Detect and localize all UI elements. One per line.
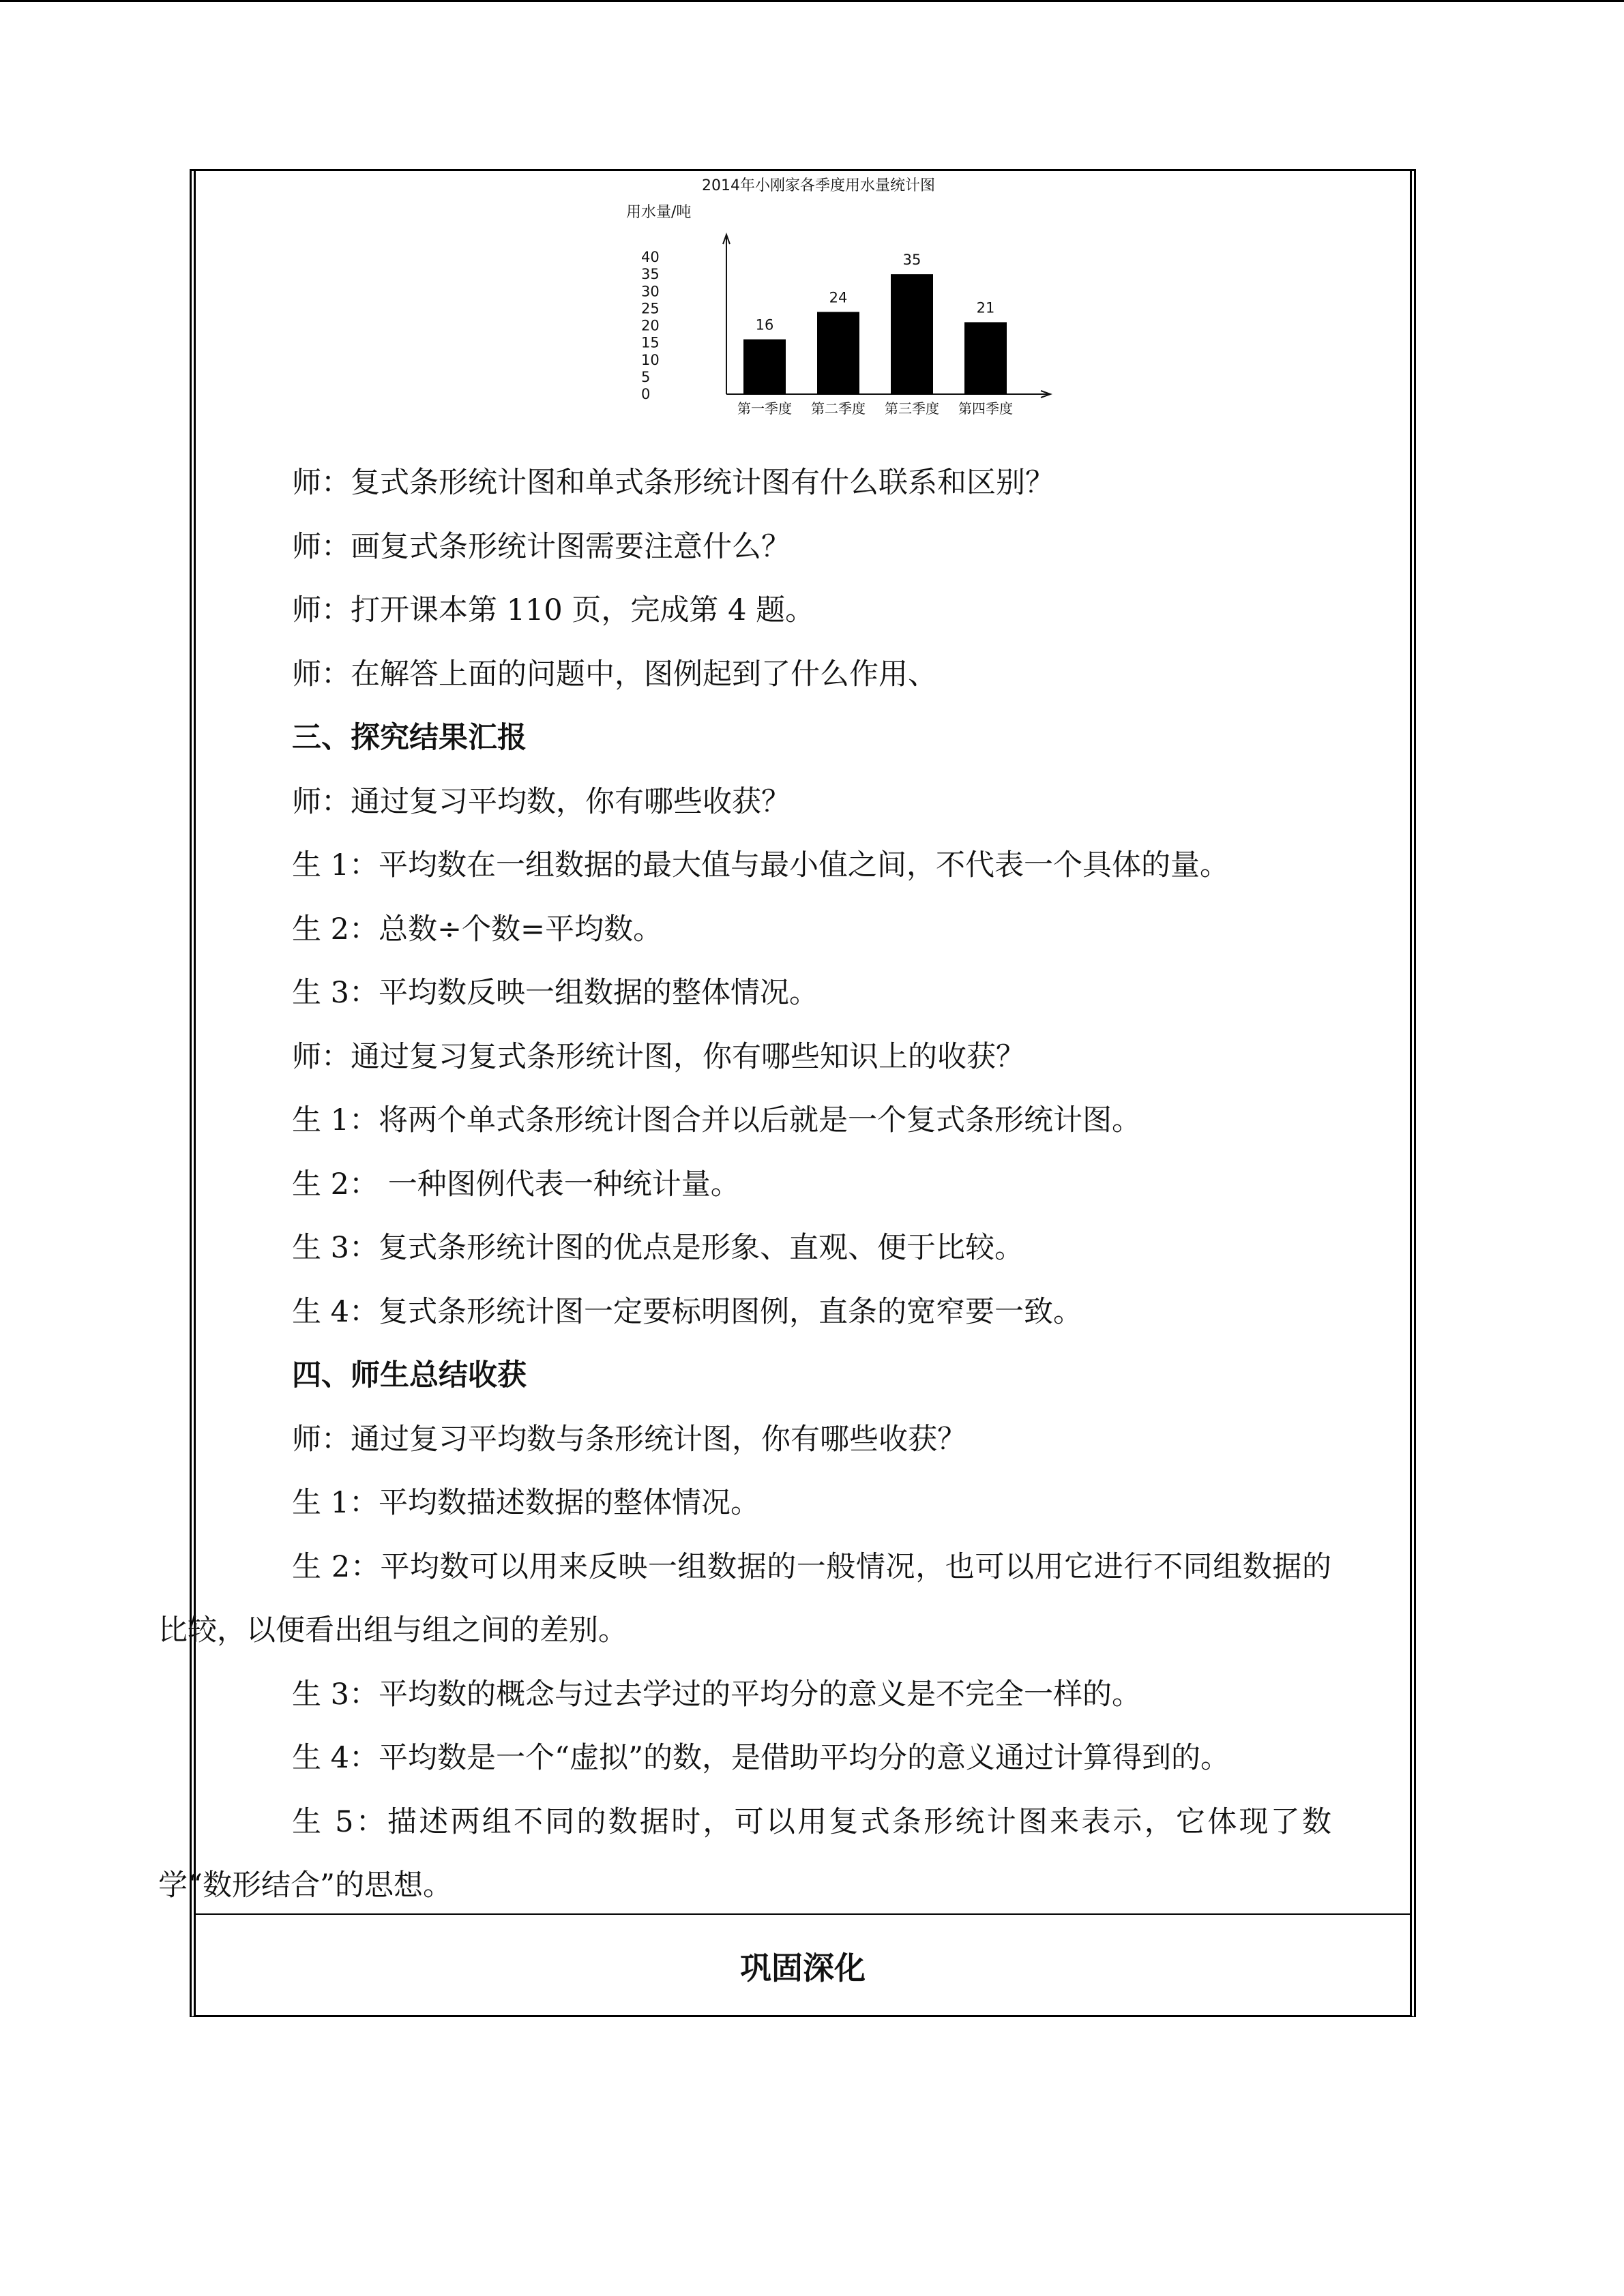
y-tick-label: 10: [641, 351, 660, 368]
y-tick-label: 5: [641, 368, 651, 385]
bar-value-label: 24: [829, 289, 848, 306]
table-row-divider: [196, 1913, 1410, 1915]
dialogue-line: 师：通过复习平均数与条形统计图，你有哪些收获？: [292, 1422, 966, 1457]
x-category-label: 第二季度: [811, 400, 866, 417]
y-tick-label: 40: [641, 249, 660, 265]
dialogue-line: 生 3：平均数反映一组数据的整体情况。: [292, 976, 819, 1010]
section-title-consolidation: 巩固深化: [740, 1949, 866, 1986]
y-tick-label: 15: [641, 334, 660, 351]
dialogue-line: 生 2： 一种图例代表一种统计量。: [292, 1167, 740, 1202]
dialogue-line: 师：通过复习复式条形统计图，你有哪些知识上的收获？: [292, 1039, 1025, 1074]
dialogue-line: 师：在解答上面的问题中，图例起到了什么作用、: [292, 657, 937, 691]
chart-x-labels: [737, 400, 1013, 417]
chart-bar: [817, 312, 859, 394]
table-top-rule: [190, 169, 1416, 171]
y-tick-label: 25: [641, 300, 660, 317]
dialogue-line: 师：画复式条形统计图需要注意什么？: [292, 529, 791, 564]
x-category-label: 第一季度: [737, 400, 792, 417]
bar-value-label: 35: [902, 252, 921, 269]
bar-value-label: 21: [976, 299, 995, 316]
chart-bar: [743, 340, 786, 394]
lesson-body: [158, 451, 1398, 1918]
dialogue-line: 生 2：总数÷个数=平均数。: [292, 912, 663, 946]
section-heading: 四、师生总结收获: [292, 1358, 527, 1392]
dialogue-line: 师：复式条形统计图和单式条形统计图有什么联系和区别？: [292, 466, 1054, 500]
chart-bar: [891, 274, 933, 394]
dialogue-line: 生 5：描述两组不同的数据时，可以用复式条形统计图来表示，它体现了数学“数形结合”的思想。: [158, 1804, 1331, 1903]
section-heading: 三、探究结果汇报: [292, 721, 527, 755]
y-tick-label: 0: [641, 386, 651, 402]
bar-value-label: 16: [755, 316, 774, 333]
dialogue-line: 师：打开课本第 110 页，完成第 4 题。: [292, 593, 815, 627]
dialogue-line: 生 3：平均数的概念与过去学过的平均分的意义是不完全一样的。: [292, 1677, 1142, 1712]
chart-bars: [743, 252, 1007, 394]
chart-y-ticks: [641, 249, 660, 402]
dialogue-line: 生 3：复式条形统计图的优点是形象、直观、便于比较。: [292, 1231, 1024, 1265]
y-tick-label: 20: [641, 317, 660, 334]
chart-y-axis-label: 用水量/吨: [626, 204, 692, 221]
x-category-label: 第三季度: [885, 400, 939, 417]
x-category-label: 第四季度: [958, 400, 1013, 417]
dialogue-line: 生 2：平均数可以用来反映一组数据的一般情况，也可以用它进行不同组数据的比较，以便看出组与组之间的差别。: [158, 1549, 1331, 1648]
chart-bar: [964, 322, 1007, 394]
y-tick-label: 35: [641, 266, 660, 283]
water-usage-bar-chart: [614, 172, 1064, 417]
dialogue-line: 生 1：平均数描述数据的整体情况。: [292, 1486, 761, 1520]
dialogue-line: 生 1：平均数在一组数据的最大值与最小值之间，不代表一个具体的量。: [292, 848, 1230, 882]
chart-title: 2014年小刚家各季度用水量统计图: [702, 177, 935, 194]
dialogue-line: 生 4：平均数是一个“虚拟”的数，是借助平均分的意义通过计算得到的。: [292, 1741, 1230, 1775]
page-top-border: [0, 0, 1624, 2]
dialogue-line: 师：通过复习平均数，你有哪些收获？: [292, 784, 791, 819]
y-tick-label: 30: [641, 283, 660, 300]
dialogue-line: 生 4：复式条形统计图一定要标明图例，直条的宽窄要一致。: [292, 1294, 1083, 1329]
dialogue-line: 生 1：将两个单式条形统计图合并以后就是一个复式条形统计图。: [292, 1103, 1142, 1137]
